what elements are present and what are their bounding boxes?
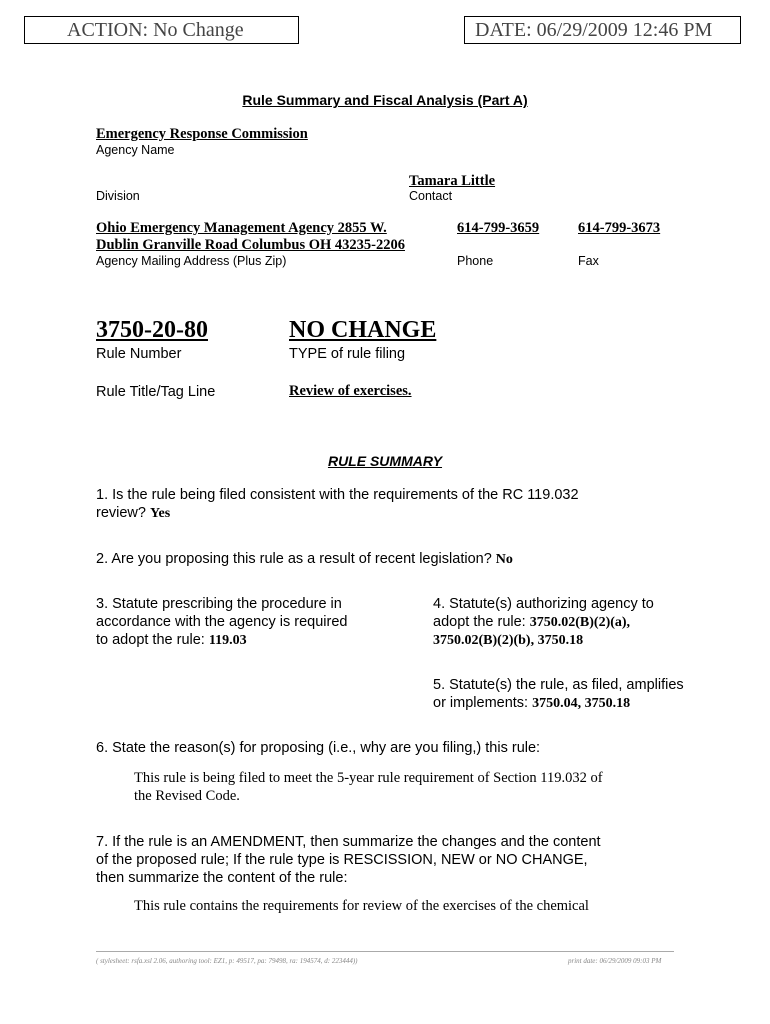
question-2 (96, 550, 513, 569)
address-line-2: Dublin Granville Road Columbus OH 43235-2206 (96, 237, 405, 253)
question-4-line-1: 4. Statute(s) authorizing agency to (433, 596, 654, 612)
question-6-answer (134, 769, 603, 805)
agency-name-value: Emergency Response Commission (96, 126, 308, 142)
address-label: Agency Mailing Address (Plus Zip) (96, 254, 287, 268)
question-2-text: 2. Are you proposing this rule as a result of recent legislation? (96, 551, 496, 567)
question-6-answer-line-1: This rule is being filed to meet the 5-year rule requirement of Section 119.032 of (134, 770, 603, 786)
rule-type-label: TYPE of rule filing (289, 346, 406, 362)
date-box (464, 16, 741, 44)
agency-name-label: Agency Name (96, 143, 175, 157)
question-5-answer: 3750.04, 3750.18 (532, 696, 631, 711)
fax-value: 614-799-3673 (578, 220, 661, 236)
question-4-answer-a: 3750.02(B)(2)(a), (529, 615, 631, 630)
date-text: DATE: 06/29/2009 12:46 PM (475, 19, 713, 41)
question-7-answer-line-1: This rule contains the requirements for review of the exercises of the chemical (134, 898, 589, 914)
question-1 (96, 486, 579, 523)
contact-value: Tamara Little (409, 173, 496, 189)
phone-value: 614-799-3659 (457, 220, 540, 236)
address-line-1: Ohio Emergency Management Agency 2855 W. (96, 220, 387, 236)
footer-print-date: print date: 06/29/2009 09:03 PM (568, 957, 662, 965)
question-6-answer-line-2: the Revised Code. (134, 788, 240, 804)
question-7-line-1: 7. If the rule is an AMENDMENT, then summarize the changes and the content (96, 834, 601, 850)
rule-number-label: Rule Number (96, 346, 182, 362)
question-4-answer-b: 3750.02(B)(2)(b), 3750.18 (433, 633, 584, 648)
form-title: Rule Summary and Fiscal Analysis (Part A) (242, 92, 528, 108)
question-1-answer: Yes (150, 506, 171, 521)
question-6: 6. State the reason(s) for proposing (i.e., why are you filing,) this rule: (96, 740, 541, 756)
rule-type-value: NO CHANGE (289, 317, 437, 343)
rule-title-value: Review of exercises. (289, 383, 412, 399)
footer-divider (96, 951, 674, 952)
question-3-line-3: to adopt the rule: (96, 632, 209, 648)
question-5-line-2: or implements: (433, 695, 533, 711)
phone-label: Phone (457, 254, 494, 268)
contact-label: Contact (409, 189, 453, 203)
action-text: ACTION: No Change (67, 19, 244, 41)
question-4 (433, 595, 654, 650)
rule-summary-heading: RULE SUMMARY (327, 453, 443, 469)
question-4-line-2: adopt the rule: (433, 614, 530, 630)
question-7-line-2: of the proposed rule; If the rule type is RESCISSION, NEW or NO CHANGE, (96, 852, 588, 868)
fax-label: Fax (578, 254, 599, 268)
action-box (24, 16, 299, 44)
question-1-line-1: 1. Is the rule being filed consistent with the requirements of the RC 119.032 (96, 487, 579, 503)
footer-stylesheet-info: ( stylesheet: rsfa.xsl 2.06, authoring tool: EZ1, p: 49517, pa: 79498, ra: 194574, d: 223444)) (96, 957, 358, 965)
question-1-line-2: review? (96, 505, 150, 521)
question-3-line-2: accordance with the agency is required (96, 614, 348, 630)
question-3-answer: 119.03 (208, 633, 247, 648)
question-3 (96, 595, 347, 650)
division-label: Division (96, 189, 140, 203)
question-2-answer: No (495, 552, 513, 567)
question-5-line-1: 5. Statute(s) the rule, as filed, amplifies (433, 677, 684, 693)
rule-number-value: 3750-20-80 (96, 317, 208, 343)
rule-title-label: Rule Title/Tag Line (96, 384, 216, 400)
question-7-line-3: then summarize the content of the rule: (96, 870, 348, 886)
question-3-line-1: 3. Statute prescribing the procedure in (96, 596, 342, 612)
question-5 (433, 676, 684, 713)
question-7 (96, 833, 601, 887)
